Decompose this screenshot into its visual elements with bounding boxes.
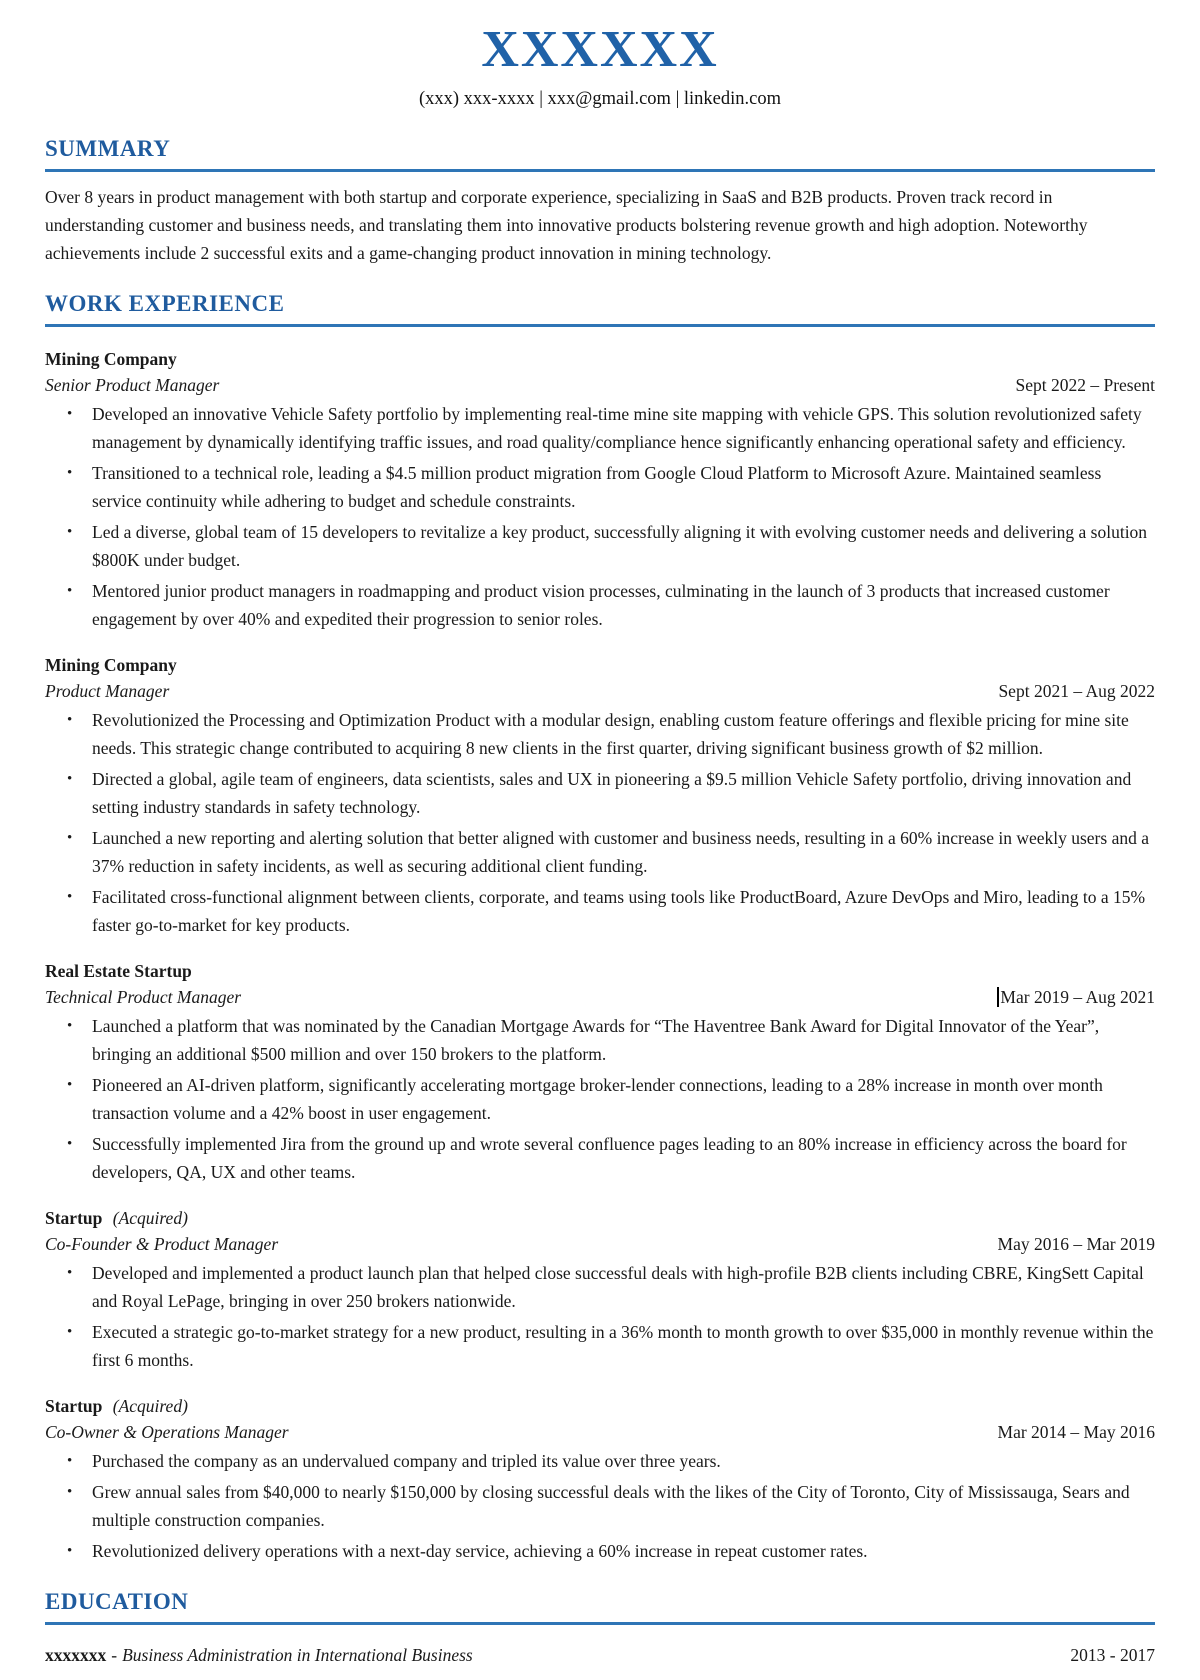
job-title: Co-Founder & Product Manager bbox=[45, 1234, 279, 1254]
bullet-point: • Facilitated cross-functional alignment between clients, corporate, and teams using tools like ProductBoard, Azure DevOps and Miro, leading to a 15% faster go-to-market for key products. bbox=[92, 883, 1155, 939]
job-entry bbox=[45, 1205, 1155, 1374]
company-acquired-label: (Acquired) bbox=[112, 1208, 188, 1228]
company-name: Mining Company bbox=[45, 349, 177, 369]
job-title: Co-Owner & Operations Manager bbox=[45, 1422, 289, 1442]
company-name: Startup bbox=[45, 1396, 103, 1416]
school-name: xxxxxxx bbox=[45, 1645, 107, 1665]
job-bullets bbox=[45, 400, 1155, 633]
bullet-point: • Mentored junior product managers in roadmapping and product vision processes, culminating in the launch of 3 products that increased customer engagement by over 40% and expedited their progression to senior roles. bbox=[92, 577, 1155, 633]
job-title: Product Manager bbox=[45, 681, 170, 701]
job-title: Technical Product Manager bbox=[45, 987, 242, 1007]
job-title: Senior Product Manager bbox=[45, 375, 220, 395]
bullet-point: • Grew annual sales from $40,000 to nearly $150,000 by closing successful deals with the likes of the City of Toronto, City of Mississauga, Sears and multiple construction companies. bbox=[92, 1478, 1155, 1534]
company-acquired-label: (Acquired) bbox=[112, 1396, 188, 1416]
job-bullets bbox=[45, 1012, 1155, 1186]
bullet-point: • Successfully implemented Jira from the ground up and wrote several confluence pages leading to an 80% increase in efficiency across the board for developers, QA, UX and other teams. bbox=[92, 1130, 1155, 1186]
job-bullets bbox=[45, 706, 1155, 939]
job-entry bbox=[45, 958, 1155, 1186]
contact-line: (xxx) xxx-xxxx | xxx@gmail.com | linkedin.com bbox=[418, 89, 781, 109]
bullet-point: • Revolutionized the Processing and Optimization Product with a modular design, enabling custom feature offerings and flexible pricing for mine site needs. This strategic change contributed to acquiring 8 new clients in the first quarter, driving significant business growth of $2 million. bbox=[92, 706, 1155, 762]
education-dates: 2013 - 2017 bbox=[1070, 1645, 1155, 1665]
bullet-point: • Developed and implemented a product launch plan that helped close successful deals with high-profile B2B clients including CBRE, KingSett Capital and Royal LePage, bringing in over 250 brokers nationwide. bbox=[92, 1259, 1155, 1315]
job-entry bbox=[45, 346, 1155, 633]
job-dates: Mar 2014 – May 2016 bbox=[997, 1422, 1155, 1442]
job-entry bbox=[45, 652, 1155, 939]
job-dates: Sept 2021 – Aug 2022 bbox=[998, 681, 1155, 701]
job-dates: Sept 2022 – Present bbox=[1015, 375, 1155, 395]
job-dates: May 2016 – Mar 2019 bbox=[997, 1234, 1155, 1254]
bullet-point: • Directed a global, agile team of engineers, data scientists, sales and UX in pioneering a $9.5 million Vehicle Safety portfolio, driving innovation and setting industry standards in safety technology. bbox=[92, 765, 1155, 821]
company-name: Startup bbox=[45, 1208, 103, 1228]
job-dates-text: Mar 2019 – Aug 2021 bbox=[1000, 987, 1155, 1007]
company-name: Mining Company bbox=[45, 655, 177, 675]
education-separator: - bbox=[111, 1645, 118, 1665]
job-entry bbox=[45, 1393, 1155, 1565]
bullet-point: • Revolutionized delivery operations with a next-day service, achieving a 60% increase in repeat customer rates. bbox=[92, 1537, 1155, 1565]
job-bullets bbox=[45, 1447, 1155, 1565]
section-heading-education: EDUCATION bbox=[45, 1589, 1155, 1625]
bullet-point: • Executed a strategic go-to-market strategy for a new product, resulting in a 36% month to month growth to over $35,000 in monthly revenue within the first 6 months. bbox=[92, 1318, 1155, 1374]
bullet-point: • Purchased the company as an undervalued company and tripled its value over three years. bbox=[92, 1447, 1155, 1475]
job-dates bbox=[997, 984, 1155, 1010]
bullet-point: • Launched a platform that was nominated by the Canadian Mortgage Awards for “The Haventree Bank Award for Digital Innovator of the Year”, bringing an additional $500 million and over 150 brokers to the platform. bbox=[92, 1012, 1155, 1068]
bullet-point: • Launched a new reporting and alerting solution that better aligned with customer and business needs, resulting in a 60% increase in weekly users and a 37% reduction in safety incidents, as well as securing additional client funding. bbox=[92, 824, 1155, 880]
section-heading-work-experience: WORK EXPERIENCE bbox=[45, 291, 1155, 327]
bullet-point: • Developed an innovative Vehicle Safety portfolio by implementing real-time mine site mapping with vehicle GPS. This solution revolutionized safety management by dynamically identifying traffic issues, and road quality/compliance hence significantly enhancing operational safety and efficiency. bbox=[92, 400, 1155, 456]
education-entry bbox=[45, 1641, 1155, 1669]
summary-text: Over 8 years in product management with both startup and corporate experience, specializing in SaaS and B2B products. Proven track record in understanding customer and business needs, and translating them into innovative products bolstering revenue growth and high adoption. Noteworthy achievements include 2 successful exits and a game-changing product innovation in mining technology. bbox=[45, 187, 1088, 263]
section-heading-summary: SUMMARY bbox=[45, 136, 1155, 172]
candidate-name: XXXXXX bbox=[481, 21, 719, 78]
job-bullets bbox=[45, 1259, 1155, 1374]
bullet-point: • Led a diverse, global team of 15 developers to revitalize a key product, successfully aligning it with evolving customer needs and delivering a solution $800K under budget. bbox=[92, 518, 1155, 574]
bullet-point: • Pioneered an AI-driven platform, significantly accelerating mortgage broker-lender connections, leading to a 28% increase in month over month transaction volume and a 42% boost in user engagement. bbox=[92, 1071, 1155, 1127]
bullet-point: • Transitioned to a technical role, leading a $4.5 million product migration from Google Cloud Platform to Microsoft Azure. Maintained seamless service continuity while adhering to budget and schedule constraints. bbox=[92, 459, 1155, 515]
degree: Business Administration in International Business bbox=[122, 1645, 473, 1665]
company-name: Real Estate Startup bbox=[45, 961, 192, 981]
